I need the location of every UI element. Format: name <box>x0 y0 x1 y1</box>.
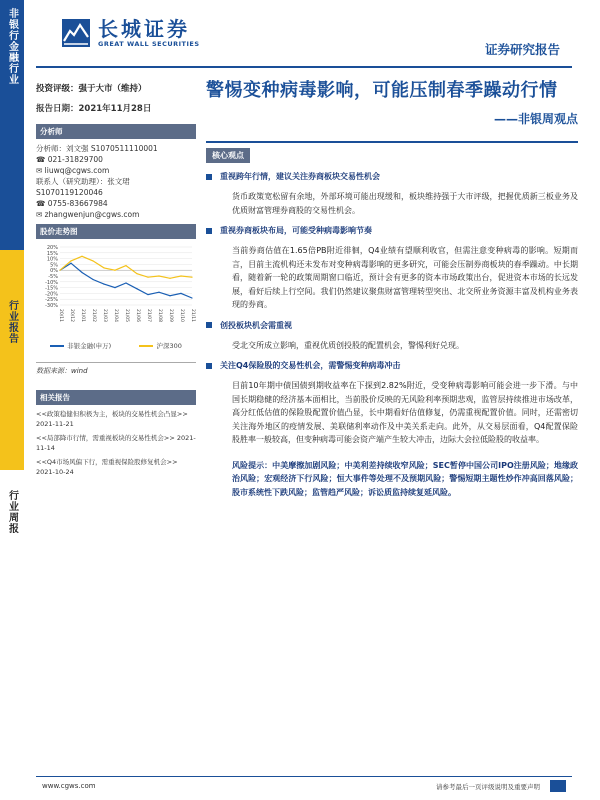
chart-section-header: 股价走势图 <box>36 224 196 239</box>
point-body: 目前10年期中债国债到期收益率在下探到2.82%附近，受变种病毒影响可能会进一步下滑。与中国长期稳健的经济基本面相比，当前股价反映的无风险利率预期悲观，监管层持续推进市场改革，高分红低估值的保险股配置价值凸显，长中期看好估值修复，仍需重视配置价值。同时，还需密切关注海外地区的疫情发展、美联储利率动作及中美关系走向。此外，从交易层面看，Q4配置保险股胜率一般较高，但变种病毒可能会资产端产生较大冲击，边际大会拉低险股的收益率。 <box>232 381 578 444</box>
chart-point-0 <box>81 272 82 273</box>
chart-point-1 <box>180 275 181 276</box>
square-bullet-icon <box>206 228 212 234</box>
point-heading <box>206 320 578 331</box>
point-4 <box>206 360 578 447</box>
point-body: 当前券商估值在1.65倍PB附近徘徊，Q4业绩有望顺利收官，但需注意变种病毒的影响。短期而言，目前主流机构还未发布对变种病毒影响的更多研究，可能会压制券商板块的春季躁动。中长期看，随着新一轮的政策周期窗口临近，预计会有更多的资本市场政策出台，促进资本市场的长远发展，看好后续上行空间。我们仍然建议聚焦财富管理转型突出、北交所业务资源丰富及机构业务表现的券商。 <box>232 246 578 309</box>
contact-line: 联系人（研究助理）：张文珺 <box>36 177 130 186</box>
risk-warning: 风险提示：中美摩擦加剧风险；中美利差持续收窄风险；SEC暂停中国公司IPO注册风险；地缘政治风险；宏观经济下行风险；恒大事件等处理不及预期风险；警惕短期主题性炒作冲高回落风险；股市系统性下跌风险；监管趋严风险；诉讼质监持续复延风险。 <box>232 460 578 497</box>
chart-point-1 <box>136 273 137 274</box>
analyst-info <box>36 143 196 220</box>
point-heading <box>206 171 578 182</box>
chart-x-tick-label: 21/05 <box>124 309 129 322</box>
point-heading-text: 创投板块机会需重视 <box>220 320 292 330</box>
legend-label-sector: 非银金融(申万) <box>67 342 112 350</box>
legend-label-index: 沪深300 <box>156 342 182 350</box>
legend-swatch-sector <box>50 345 64 347</box>
report-title: 警惕变种病毒影响，可能压制春季躁动行情 <box>206 80 558 101</box>
legend-item-index <box>139 341 181 350</box>
side-band-white <box>0 470 24 800</box>
chart-point-0 <box>169 295 170 296</box>
chart-x-tick-label: 21/09 <box>168 309 173 322</box>
chart-y-tick-label: -5% <box>48 274 58 280</box>
chart-point-1 <box>158 275 159 276</box>
footer-disclaimer-note: 请参考最后一页评级说明及重要声明 <box>436 783 540 791</box>
analyst-email[interactable]: ✉ liuwq@cgws.com <box>36 166 110 175</box>
core-view-divider <box>206 141 578 163</box>
chart-x-tick-label: 21/01 <box>80 309 85 322</box>
chart-x-tick-label: 21/10 <box>179 309 184 322</box>
footer-website[interactable]: www.cgws.com <box>42 782 96 790</box>
chart-point-1 <box>92 260 93 261</box>
point-heading-text: 关注Q4保险股的交易性机会，需警惕变种病毒冲击 <box>220 361 401 370</box>
data-source-note: 数据来源：wind <box>36 362 196 376</box>
square-bullet-icon <box>206 174 212 180</box>
chart-y-tick-label: 5% <box>50 262 58 269</box>
chart-point-0 <box>147 294 148 295</box>
point-heading-text: 重视券商板块布局，可能受种病毒影响节奏 <box>220 226 372 235</box>
logo-text-cn: 长城证券 <box>98 17 190 41</box>
point-body: 受北交所成立影响，重视优质创投股的配置机会，警惕利好兑现。 <box>232 340 464 350</box>
point-heading <box>206 225 578 236</box>
chart-y-tick-label: 15% <box>46 250 58 257</box>
stock-trend-chart <box>36 243 196 339</box>
point-heading-text: 重视跨年行情，建议关注券商板块交易性机会 <box>220 172 380 181</box>
contact-id: S1070119120046 <box>36 188 103 197</box>
square-bullet-icon <box>206 363 212 369</box>
side-label-industry: 非银行金融行业 <box>6 8 18 85</box>
related-section-header: 相关报告 <box>36 390 196 405</box>
side-band-blue <box>0 0 24 250</box>
chart-point-0 <box>180 293 181 294</box>
chart-y-tick-label: 0% <box>50 268 58 275</box>
chart-x-tick-label: 20/11 <box>58 309 63 322</box>
chart-point-0 <box>70 263 71 264</box>
chart-svg <box>36 243 196 339</box>
chart-point-0 <box>125 282 126 283</box>
chart-x-tick-label: 21/07 <box>146 309 151 322</box>
legend-item-sector <box>50 341 111 350</box>
chart-point-0 <box>136 288 137 289</box>
related-report-link[interactable]: <<Q4市场风偏下行，需重视保险股修复机会>> 2021-10-24 <box>36 458 178 476</box>
footer-page-marker <box>550 780 566 792</box>
chart-y-tick-label: -15% <box>45 285 58 292</box>
main-content <box>206 78 578 499</box>
great-wall-logo-icon <box>62 19 90 47</box>
footer-divider <box>36 776 572 777</box>
chart-y-tick-label: -20% <box>45 291 58 298</box>
chart-legend <box>36 341 196 350</box>
left-sidebar <box>36 82 196 481</box>
contact-email[interactable]: ✉ zhangwenjun@cgws.com <box>36 210 140 219</box>
analyst-section-header: 分析师 <box>36 124 196 139</box>
chart-y-tick-label: 10% <box>46 256 58 263</box>
company-logo <box>62 18 200 48</box>
analyst-line: 分析师：刘文强 S1070511110001 <box>36 144 158 153</box>
chart-x-tick-label: 20/12 <box>69 309 74 322</box>
contact-phone: ☎ 0755-83667984 <box>36 199 108 208</box>
point-2 <box>206 225 578 312</box>
chart-x-tick-label: 21/11 <box>190 309 195 322</box>
chart-point-1 <box>70 260 71 261</box>
chart-x-tick-label: 21/03 <box>102 309 107 322</box>
chart-series-line-0 <box>60 263 192 298</box>
side-label-report: 行业报告 <box>6 300 18 344</box>
chart-point-0 <box>114 287 115 288</box>
chart-point-1 <box>147 277 148 278</box>
chart-x-tick-label: 21/04 <box>113 309 118 322</box>
point-3 <box>206 320 578 353</box>
chart-x-tick-label: 21/02 <box>91 309 96 322</box>
chart-y-tick-label: 20% <box>46 245 58 251</box>
legend-swatch-index <box>139 345 153 347</box>
point-body: 货币政策宽松留有余地，外部环境可能出现缓和，板块维持强于大市评级，把握优质新三板业务及优质财富管理券商股的交易性机会。 <box>232 192 578 215</box>
chart-point-0 <box>191 297 192 298</box>
header-divider <box>36 66 572 68</box>
report-subtitle: ——非银周观点 <box>493 112 578 126</box>
chart-series-line-1 <box>60 256 192 278</box>
point-1 <box>206 171 578 217</box>
chart-point-1 <box>103 267 104 268</box>
square-bullet-icon <box>206 322 212 328</box>
investment-rating: 投资评级：强于大市（维持） <box>36 84 147 94</box>
report-date: 报告日期：2021年11月28日 <box>36 104 152 114</box>
related-report-link[interactable]: <<政策稳健但积极为主，板块的交易性机会凸显>> 2021-11-21 <box>36 410 188 428</box>
chart-point-0 <box>92 279 93 280</box>
side-band-yellow <box>0 250 24 470</box>
chart-point-0 <box>158 292 159 293</box>
chart-x-tick-label: 21/08 <box>157 309 162 322</box>
point-heading <box>206 360 578 371</box>
chart-point-1 <box>81 256 82 257</box>
chart-point-0 <box>103 284 104 285</box>
chart-y-tick-label: -10% <box>45 279 58 286</box>
chart-x-tick-label: 21/06 <box>135 309 140 322</box>
related-report-link[interactable]: <<局部降市行情，需重视板块的交易性机会>> 2021-11-14 <box>36 434 196 452</box>
analyst-phone: ☎ 021-31829700 <box>36 155 103 164</box>
chart-point-1 <box>191 277 192 278</box>
chart-y-tick-label: -30% <box>45 303 58 309</box>
report-type-label: 证券研究报告 <box>484 42 560 57</box>
chart-point-1 <box>114 270 115 271</box>
logo-text-en: GREAT WALL SECURITIES <box>98 40 200 48</box>
chart-y-tick-label: -25% <box>45 297 58 304</box>
chart-point-1 <box>125 265 126 266</box>
chart-point-1 <box>169 278 170 279</box>
chart-point-1 <box>59 270 60 271</box>
core-view-tag: 核心观点 <box>206 148 250 163</box>
side-label-weekly: 行业周报 <box>6 490 18 534</box>
